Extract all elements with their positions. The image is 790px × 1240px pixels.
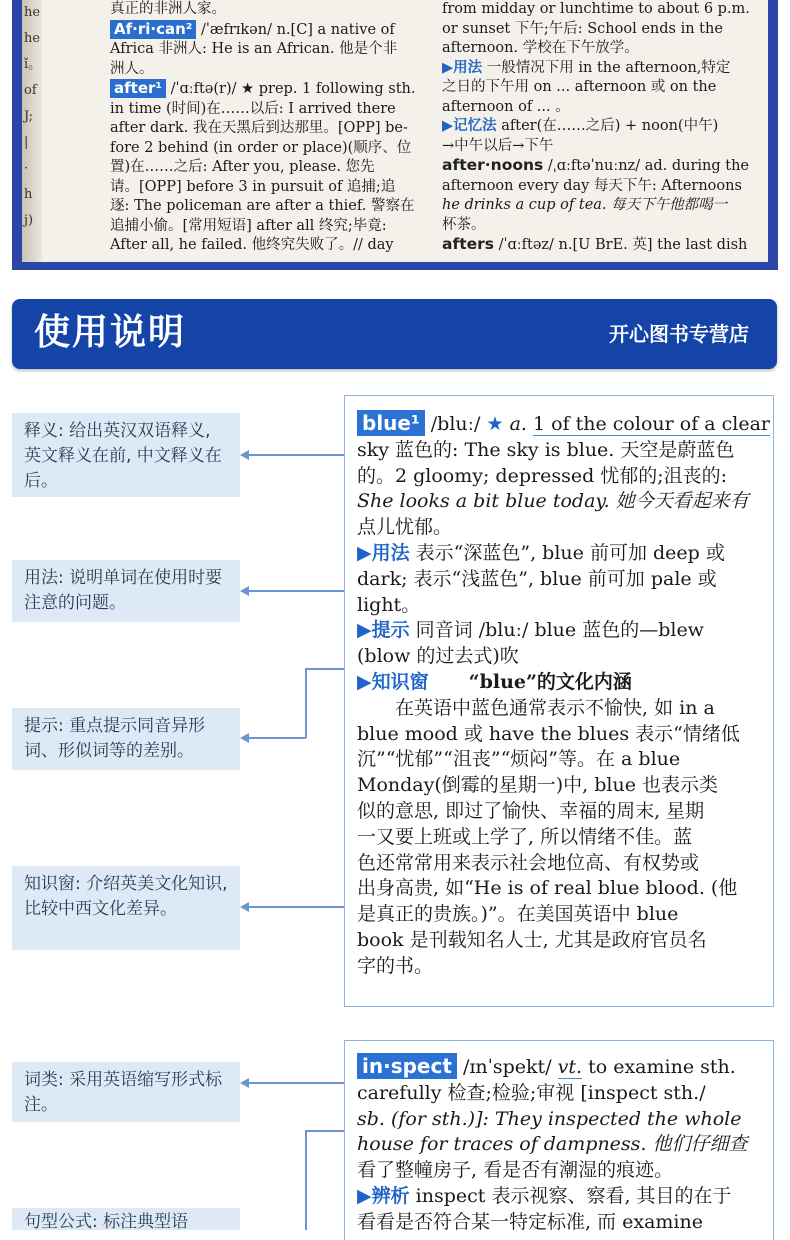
dict-line-text: after(在……之后) + noon(中午) [496, 118, 719, 134]
usage-label: 用法 [453, 59, 483, 76]
dict-line: he drinks a cup of tea. 每天下午他都喝一 [442, 197, 728, 213]
dict-line: After all, he failed. 他终究失败了。// day [110, 237, 394, 253]
hint-text: 同音词 /bluː/ blue 蓝色的—blew [409, 619, 704, 642]
entry-headline [357, 1053, 765, 1081]
dict-entry-line [110, 79, 416, 100]
dict-line: 请。[OPP] before 3 in pursuit of 追捕;追 [110, 178, 396, 195]
example-line: sb. (for sth.)]: They inspected the whole [357, 1107, 742, 1130]
gutter-text: j) [24, 213, 34, 228]
dict-line: afternoon every day 每天下午: Afternoons [442, 177, 742, 194]
dict-line: afternoon. 学校在下午放学。 [442, 40, 639, 56]
dict-line: →中午以后→下午 [442, 137, 554, 154]
culture-text: 色还常常用来表示社会地位高、有权势或 [357, 851, 700, 874]
arrow-left-icon [240, 902, 249, 912]
banner-title: 使用说明 [34, 312, 187, 353]
headword-inspect: in·spect [357, 1053, 457, 1079]
dict-line: 追捕小偷。[常用短语] after all 终究;毕竟: [110, 217, 387, 234]
usage-label: 用法 [371, 541, 410, 564]
culture-text: Monday(倒霉的星期一)中, blue 也表示类 [357, 774, 719, 797]
star-icon: ★ [486, 413, 504, 435]
hint-line [357, 618, 765, 644]
dict-line: after dark. 我在天黑后到达那里。[OPP] be- [110, 120, 408, 136]
analysis-text: inspect 表示视察、察看, 其目的在于 [409, 1184, 732, 1207]
entry-box-blue [344, 395, 774, 1007]
entry-box-inspect [344, 1040, 774, 1240]
culture-text: 字的书。 [357, 954, 434, 977]
entry-content-inspect [357, 1053, 765, 1236]
headword-afters: afters [442, 235, 494, 253]
definition-line: 点儿忧郁。 [357, 516, 453, 539]
dict-line: fore 2 behind (in order or place)(顺序、位 [110, 139, 412, 156]
part-of-speech: vt. [557, 1056, 583, 1078]
entry-content-blue [357, 410, 770, 980]
triangle-icon: ▶ [357, 670, 372, 693]
culture-text: 是真正的贵族。)”。在美国英语中 blue [357, 903, 679, 926]
analysis-text: 看看是否符合某一特定标准, 而 examine [357, 1210, 703, 1233]
triangle-icon: ▶ [442, 59, 454, 76]
dict-line: 杯茶。 [442, 216, 486, 233]
dict-line-text: /ˈæfrɪkən/ n.[C] a native of [196, 21, 395, 38]
arrow-left-icon [240, 586, 249, 596]
callout-usage: 用法: 说明单词在使用时要注意的问题。 [12, 560, 240, 622]
callout-definition: 释义: 给出英汉双语释义, 英文释义在前, 中文释义在后。 [12, 413, 240, 497]
dict-line-text: /ˈɑːftə(r)/ ★ prep. 1 following sth. [165, 81, 416, 97]
headword-after: after¹ [110, 79, 166, 98]
usage-text: dark; 表示“浅蓝色”, blue 前可加 pale 或 [357, 567, 717, 590]
dict-line: from midday or lunchtime to about 6 p.m. [442, 1, 750, 17]
dict-mnemonic-line [442, 117, 760, 137]
arrow-left-icon [240, 1078, 249, 1088]
connector-line [305, 1130, 307, 1230]
culture-window-label: 知识窗 [371, 670, 429, 693]
callout-hint: 提示: 重点提示同音异形词、形似词等的差别。 [12, 708, 240, 770]
analysis-label: 辨析 [371, 1184, 410, 1207]
gutter-text: · [24, 161, 29, 176]
dict-entry-line [110, 20, 412, 41]
dict-usage-line [442, 59, 760, 79]
definition-line: sky 蓝色的: The sky is blue. 天空是蔚蓝色 [357, 438, 735, 461]
arrow-left-icon [240, 450, 249, 460]
gutter-text: he [24, 31, 41, 46]
connector-line [305, 668, 307, 738]
triangle-icon: ▶ [357, 619, 372, 642]
definition-line: to examine sth. [582, 1056, 736, 1078]
culture-text: 一又要上班或上学了, 所以情绪不佳。蓝 [357, 825, 693, 848]
dict-line: in time (时间)在……以后: I arrived there [110, 100, 396, 117]
definition-line: 的。2 gloomy; depressed 忧郁的;沮丧的: [357, 464, 728, 487]
dict-line-text: /ˌɑːftəˈnuːnz/ ad. during the [543, 158, 750, 174]
pronunciation: /bluː/ [424, 413, 487, 435]
dict-entry-line [442, 156, 760, 177]
dict-line: 逐: The policeman are after a thief. 警察在 [110, 198, 415, 214]
shop-name: 开心图书专营店 [609, 322, 749, 346]
definition-line: 1 of the colour of a clear [533, 413, 770, 435]
arrow-left-icon [240, 733, 249, 743]
callout-culture-window: 知识窗: 介绍英美文化知识, 比较中西文化差异。 [12, 866, 240, 950]
hint-text: (blow 的过去式)吹 [357, 645, 519, 668]
headword-afternoons: after·noons [442, 156, 544, 174]
section-banner [12, 299, 777, 369]
dict-line: afternoon of ... 。 [442, 98, 570, 115]
dict-entry-line [442, 235, 760, 256]
dict-line: 之日的下午用 on ... afternoon 或 on the [442, 79, 717, 95]
culture-text: 似的意思, 即过了愉快、幸福的周末, 星期 [357, 799, 705, 822]
connector-line [248, 737, 306, 739]
dict-line-text: 一般情况下用 in the afternoon,特定 [482, 59, 731, 76]
culture-text: blue mood 或 have the blues 表示“情绪低 [357, 722, 740, 745]
culture-text: 在英语中蓝色通常表示不愉快, 如 in a [395, 696, 715, 719]
callout-part-of-speech: 词类: 采用英语缩写形式标注。 [12, 1062, 240, 1122]
example-translation: 看了整幢房子, 看是否有潮湿的痕迹。 [357, 1159, 674, 1182]
culture-window-title: “blue”的文化内涵 [468, 670, 632, 693]
entry-headline [357, 410, 770, 438]
pronunciation: /ɪnˈspekt/ [456, 1056, 558, 1078]
culture-text: book 是刊载知名人士, 尤其是政府官员名 [357, 928, 707, 951]
dict-line: 洲人。 [110, 60, 154, 77]
dictionary-right-column [442, 0, 760, 256]
culture-text: 沉”“忧郁”“沮丧”“烦闷”等。在 a blue [357, 748, 681, 771]
callout-sentence-pattern: 句型公式: 标注典型语 [12, 1208, 240, 1230]
gutter-text: ǐ。 [24, 57, 42, 72]
dictionary-photo [12, 0, 778, 270]
triangle-icon: ▶ [357, 541, 372, 564]
gutter-text: he [24, 5, 41, 20]
dict-line: or sunset 下午;午后: School ends in the [442, 20, 723, 37]
dictionary-left-column [110, 0, 416, 256]
analysis-line [357, 1184, 765, 1210]
usage-line [357, 541, 765, 567]
triangle-icon: ▶ [442, 118, 454, 134]
dict-line: 置)在……之后: After you, please. 您先 [110, 159, 375, 175]
dict-line: 真正的非洲人家。 [110, 1, 226, 17]
culture-window-line [357, 670, 765, 696]
definition-line: carefully 检查;检验;审视 [inspect sth./ [357, 1081, 706, 1104]
culture-text: 出身高贵, 如“He is of real blue blood. (他 [357, 877, 738, 900]
dict-line: Africa 非洲人: He is an African. 他是个非 [110, 41, 398, 57]
mnemonic-label: 记忆法 [453, 118, 497, 134]
dictionary-page [22, 0, 768, 262]
example-line: house for traces of dampness. 他们仔细查 [357, 1133, 748, 1156]
triangle-icon: ▶ [357, 1184, 372, 1207]
example-line: She looks a bit blue today. 她今天看起来有 [357, 490, 749, 513]
gutter-text: J; [24, 109, 34, 124]
page-gutter [22, 0, 42, 262]
headword-blue: blue¹ [357, 410, 425, 436]
hint-label: 提示 [371, 619, 410, 642]
gutter-text: of [24, 83, 37, 98]
gutter-text: h [24, 187, 33, 202]
headword-african: Af·ri·can² [110, 20, 196, 39]
dict-line-text: /ˈɑːftəz/ n.[U BrE. 英] the last dish [494, 237, 748, 253]
usage-text: light。 [357, 593, 421, 616]
gutter-text: | [24, 135, 29, 150]
usage-text: 表示“深蓝色”, blue 前可加 deep 或 [409, 541, 725, 564]
part-of-speech: a. [503, 413, 533, 435]
